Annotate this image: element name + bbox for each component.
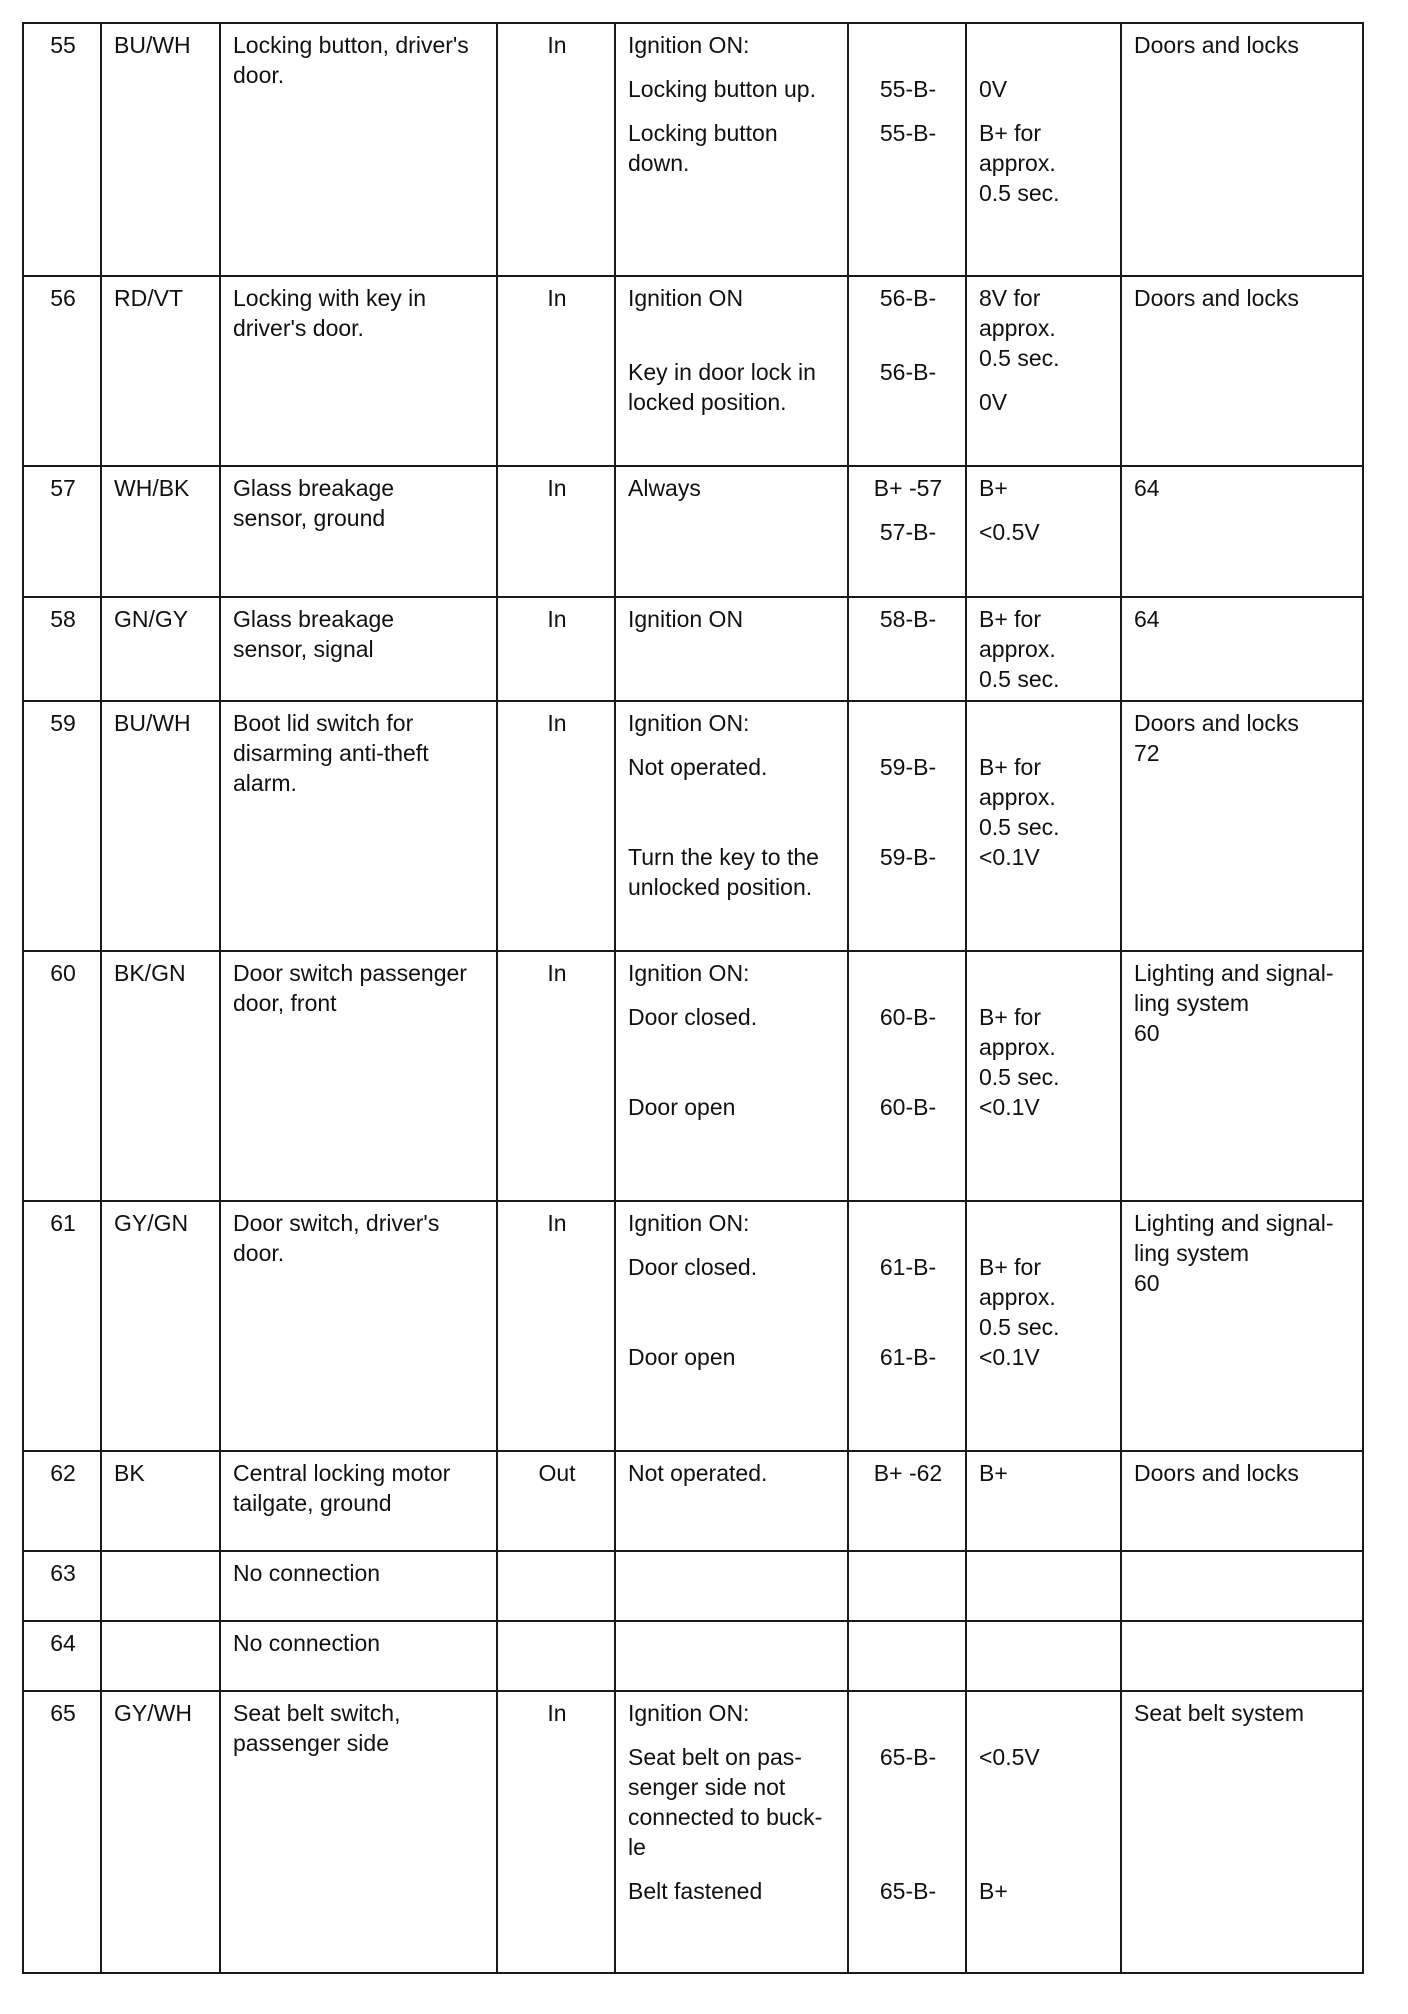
nominal-values: <0.5V B+ <box>966 1691 1121 1973</box>
test-terminals: 60-B- 60-B- <box>848 951 966 1201</box>
pin-number: 63 <box>23 1551 101 1621</box>
reference-section: Doors and locks <box>1121 1451 1363 1551</box>
wire-color: WH/BK <box>101 466 220 597</box>
signal-direction: In <box>497 276 615 466</box>
table-row <box>23 1621 1363 1691</box>
pin-description: Door switch, driver's door. <box>220 1201 497 1451</box>
test-terminals: 55-B- 55-B- <box>848 23 966 276</box>
test-terminals: B+ -62 <box>848 1451 966 1551</box>
reference-section: Lighting and signal- ling system 60 <box>1121 951 1363 1201</box>
pin-number: 60 <box>23 951 101 1201</box>
signal-direction: Out <box>497 1451 615 1551</box>
pin-number: 57 <box>23 466 101 597</box>
signal-direction: In <box>497 597 615 701</box>
wire-color <box>101 1621 220 1691</box>
test-terminals: 56-B- 56-B- <box>848 276 966 466</box>
nominal-values: B+ <0.5V <box>966 466 1121 597</box>
nominal-values: 8V for approx. 0.5 sec. 0V <box>966 276 1121 466</box>
test-conditions: Ignition ON: Door closed. Door open <box>615 1201 848 1451</box>
reference-section: Seat belt system <box>1121 1691 1363 1973</box>
pin-number: 58 <box>23 597 101 701</box>
test-terminals <box>848 1551 966 1621</box>
table-row <box>23 1551 1363 1621</box>
signal-direction: In <box>497 466 615 597</box>
pin-description: Glass breakage sensor, ground <box>220 466 497 597</box>
test-terminals: 59-B- 59-B- <box>848 701 966 951</box>
nominal-values <box>966 1551 1121 1621</box>
pin-description: No connection <box>220 1551 497 1621</box>
test-terminals: 61-B- 61-B- <box>848 1201 966 1451</box>
pin-number: 59 <box>23 701 101 951</box>
test-conditions: Not operated. <box>615 1451 848 1551</box>
reference-section <box>1121 1551 1363 1621</box>
reference-section: Doors and locks <box>1121 23 1363 276</box>
wire-color: GN/GY <box>101 597 220 701</box>
nominal-values <box>966 1621 1121 1691</box>
reference-section <box>1121 1621 1363 1691</box>
nominal-values: B+ for approx. 0.5 sec. <0.1V <box>966 1201 1121 1451</box>
table-row <box>23 466 1363 597</box>
nominal-values: B+ for approx. 0.5 sec. <0.1V <box>966 951 1121 1201</box>
table-row <box>23 1451 1363 1551</box>
pin-assignment-table <box>22 22 1364 1974</box>
pin-description: Seat belt switch, passenger side <box>220 1691 497 1973</box>
wire-color: GY/WH <box>101 1691 220 1973</box>
pin-description: Locking with key in driver's door. <box>220 276 497 466</box>
reference-section: 64 <box>1121 466 1363 597</box>
table-row <box>23 23 1363 276</box>
table-row <box>23 597 1363 701</box>
test-conditions: Ignition ON: Seat belt on pas- senger side not connected to buck- le Belt fastened <box>615 1691 848 1973</box>
test-conditions: Ignition ON <box>615 597 848 701</box>
test-terminals: 58-B- <box>848 597 966 701</box>
reference-section: Doors and locks 72 <box>1121 701 1363 951</box>
wire-color: BU/WH <box>101 701 220 951</box>
signal-direction <box>497 1551 615 1621</box>
test-conditions: Always <box>615 466 848 597</box>
wire-color: GY/GN <box>101 1201 220 1451</box>
wire-color: BK/GN <box>101 951 220 1201</box>
nominal-values: B+ for approx. 0.5 sec. <0.1V <box>966 701 1121 951</box>
signal-direction: In <box>497 701 615 951</box>
pin-number: 64 <box>23 1621 101 1691</box>
signal-direction: In <box>497 1691 615 1973</box>
wire-color: BK <box>101 1451 220 1551</box>
signal-direction: In <box>497 23 615 276</box>
test-conditions <box>615 1621 848 1691</box>
test-conditions: Ignition ON: Door closed. Door open <box>615 951 848 1201</box>
test-terminals <box>848 1621 966 1691</box>
pin-number: 56 <box>23 276 101 466</box>
pin-description: Glass breakage sensor, signal <box>220 597 497 701</box>
test-conditions: Ignition ON: Locking button up. Locking button down. <box>615 23 848 276</box>
reference-section: Lighting and signal- ling system 60 <box>1121 1201 1363 1451</box>
nominal-values: B+ <box>966 1451 1121 1551</box>
pin-number: 55 <box>23 23 101 276</box>
table-row <box>23 1691 1363 1973</box>
pin-number: 62 <box>23 1451 101 1551</box>
wire-color: RD/VT <box>101 276 220 466</box>
wire-color: BU/WH <box>101 23 220 276</box>
signal-direction: In <box>497 1201 615 1451</box>
table-row <box>23 1201 1363 1451</box>
test-conditions: Ignition ON: Not operated. Turn the key to the unlocked position. <box>615 701 848 951</box>
wire-color <box>101 1551 220 1621</box>
reference-section: 64 <box>1121 597 1363 701</box>
test-conditions: Ignition ON Key in door lock in locked position. <box>615 276 848 466</box>
signal-direction <box>497 1621 615 1691</box>
table-row <box>23 701 1363 951</box>
signal-direction: In <box>497 951 615 1201</box>
pin-number: 65 <box>23 1691 101 1973</box>
pin-description: Central locking motor tailgate, ground <box>220 1451 497 1551</box>
nominal-values: B+ for approx. 0.5 sec. <box>966 597 1121 701</box>
test-conditions <box>615 1551 848 1621</box>
pin-number: 61 <box>23 1201 101 1451</box>
test-terminals: 65-B- 65-B- <box>848 1691 966 1973</box>
pin-description: Locking button, driver's door. <box>220 23 497 276</box>
pin-assignment-sheet <box>22 22 1362 1974</box>
table-row <box>23 951 1363 1201</box>
nominal-values: 0V B+ for approx. 0.5 sec. <box>966 23 1121 276</box>
pin-description: Door switch passenger door, front <box>220 951 497 1201</box>
pin-description: Boot lid switch for disarming anti-theft alarm. <box>220 701 497 951</box>
reference-section: Doors and locks <box>1121 276 1363 466</box>
pin-description: No connection <box>220 1621 497 1691</box>
test-terminals: B+ -57 57-B- <box>848 466 966 597</box>
table-row <box>23 276 1363 466</box>
